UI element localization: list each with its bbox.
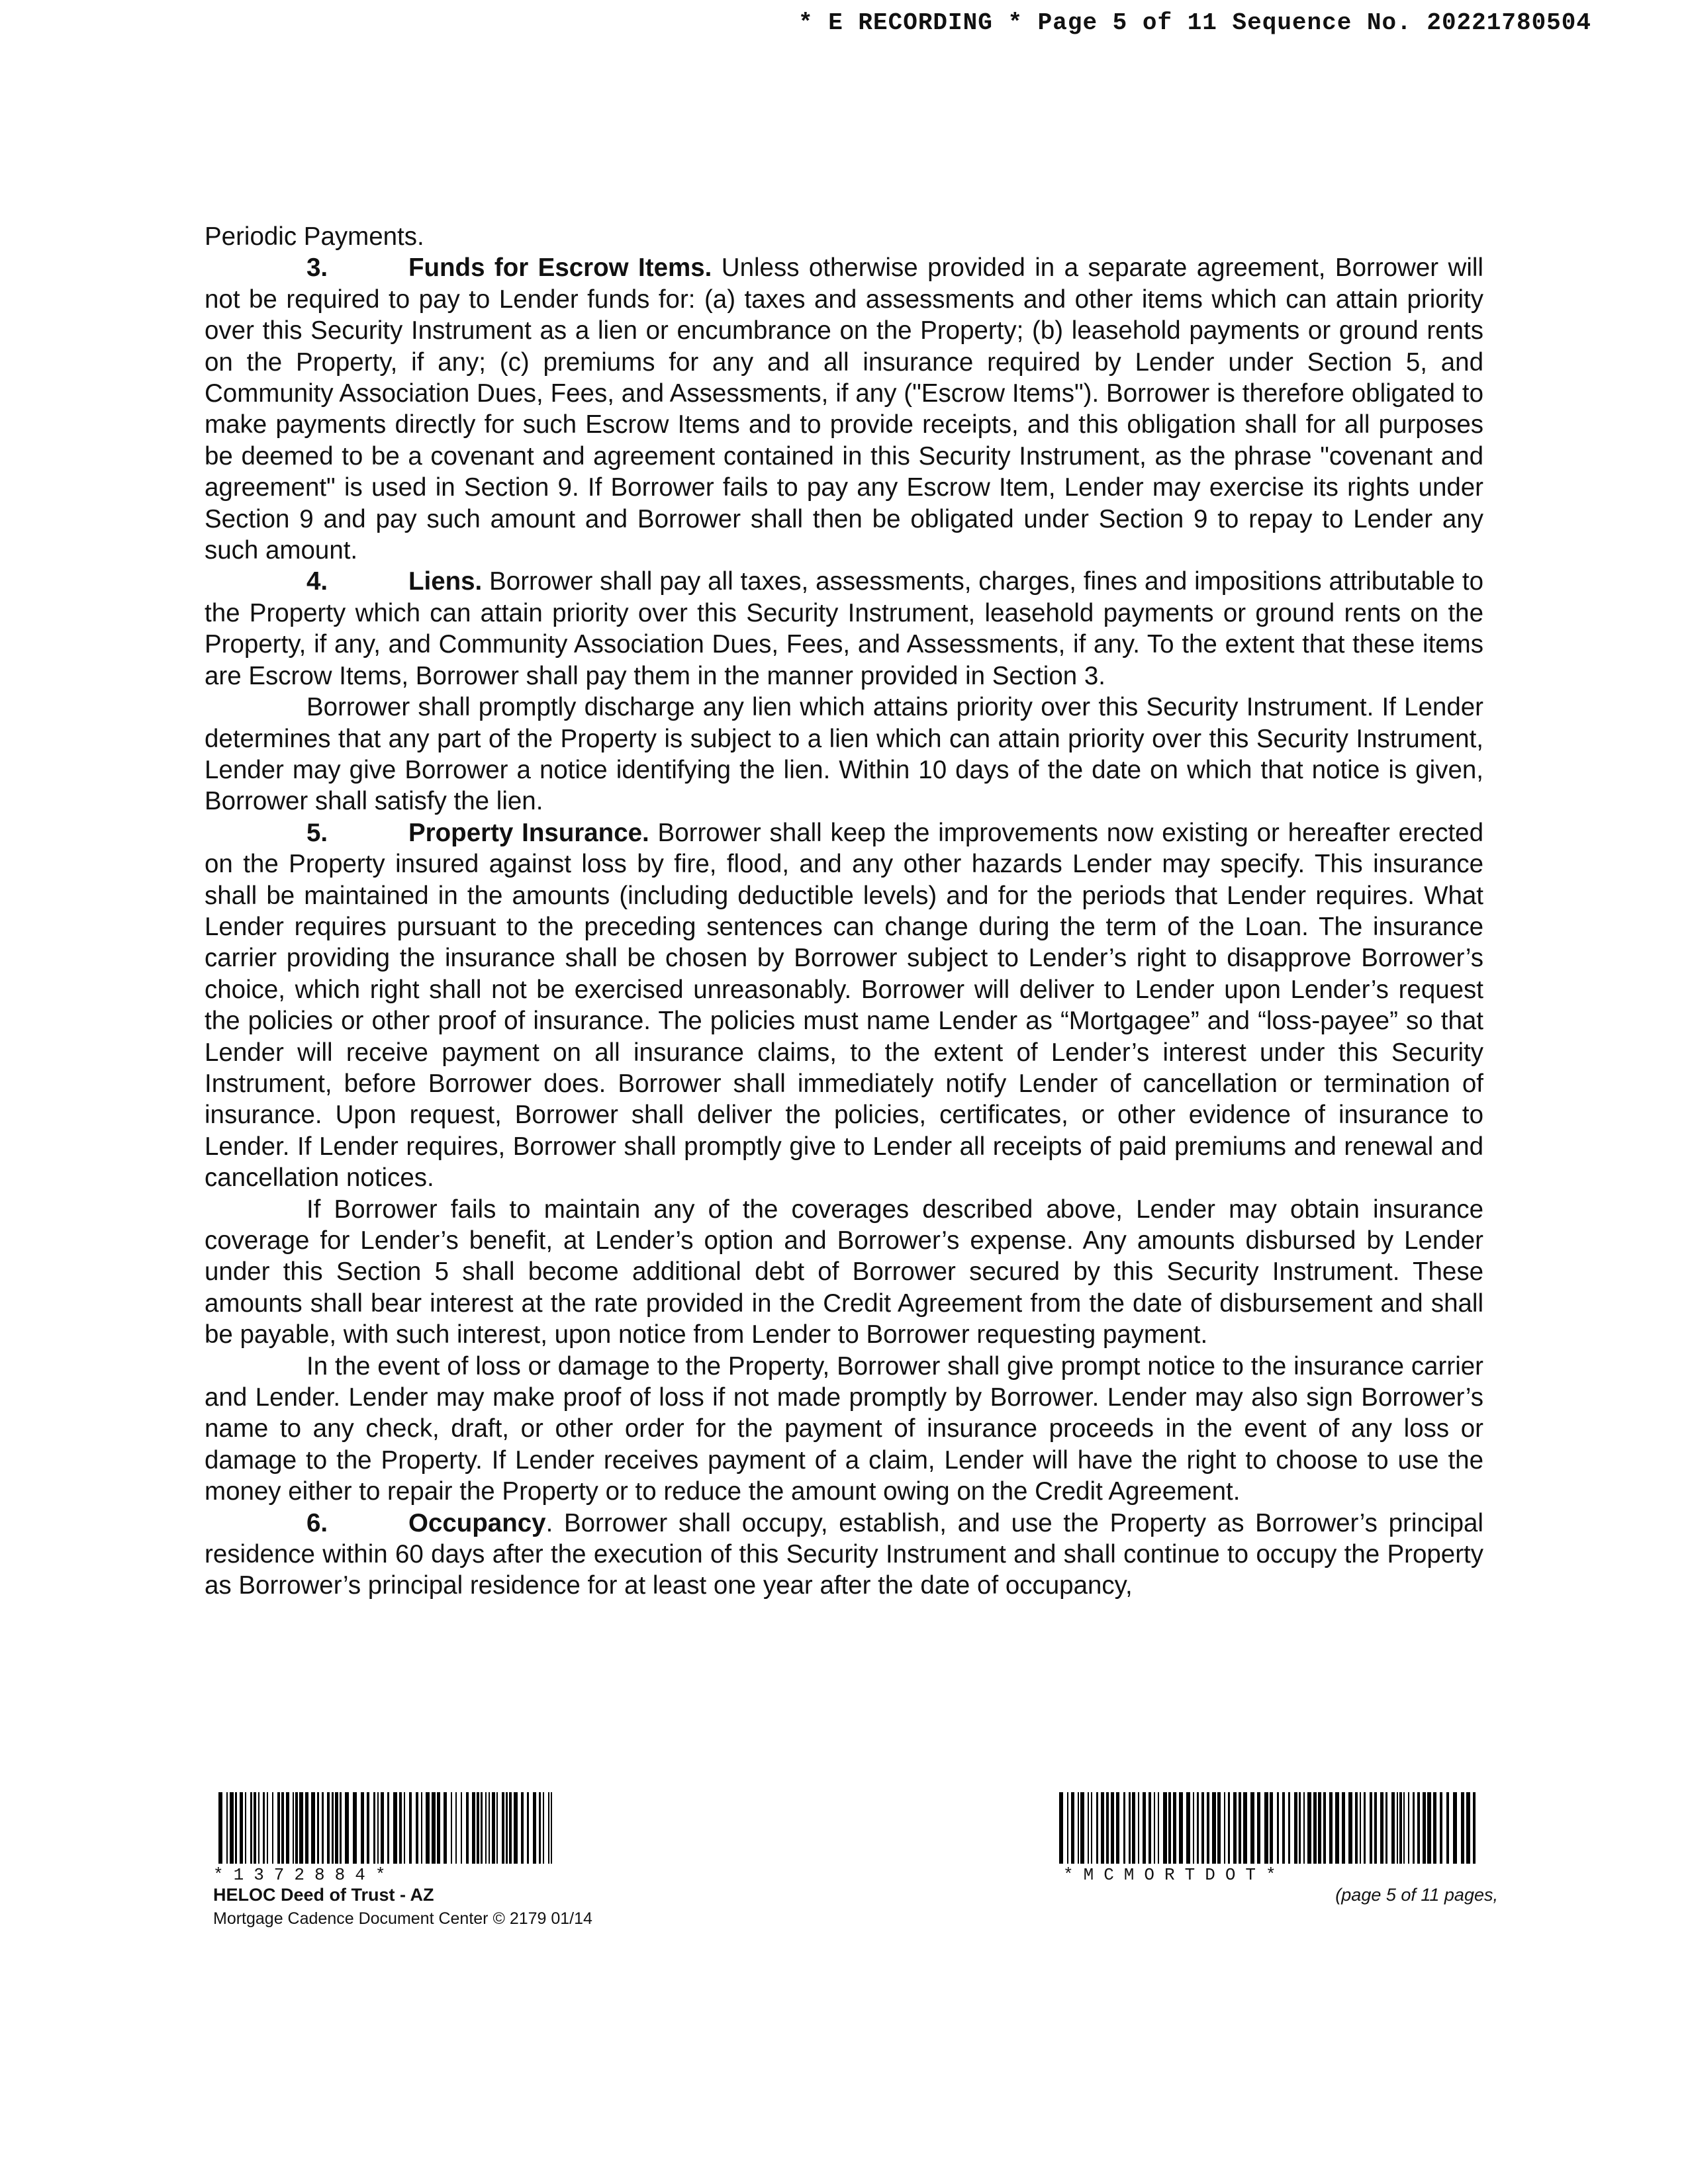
form-title: HELOC Deed of Trust - AZ	[213, 1885, 434, 1905]
section-heading: Occupancy	[408, 1508, 546, 1537]
section-paragraph: Borrower shall promptly discharge any lien which attains priority over this Security Instrument. If Lender determines that any part of the Property is subject to a lien which can attain priority over this Security Instrument, Lender may give Borrower a notice identifying the lien. Within 10 days of the date on which that notice is given, Borrower shall satisfy the lien.	[205, 693, 1483, 816]
barcode-right-bars	[1059, 1792, 1476, 1864]
section-number: 5.	[306, 818, 328, 847]
barcode-left-label: *1372884*	[213, 1865, 396, 1885]
section-paragraph: In the event of loss or damage to the Property, Borrower shall give prompt notice to the insurance carrier and Lender. Lender may make proof of loss if not made promptly by Borrower. Lender may also sign Borrower’s name to any check, draft, or other order for the payment of insurance proceeds in the event of any loss or damage to the Property. If Lender receives payment of a claim, Lender will have the right to choose to use the money either to repair the Property or to reduce the amount owing on the Credit Agreement.	[205, 1351, 1483, 1506]
section-number: 3.	[306, 253, 328, 283]
section-5	[205, 817, 1483, 1194]
section-text: Borrower shall pay all taxes, assessments, charges, fines and impositions attributable to the Property which can attain priority over this Security Instrument, leasehold payments or ground rents on the Property, if any, and Community Association Dues, Fees, and Assessments, if any. To the extent that these items are Escrow Items, Borrower shall pay them in the manner provided in Section 3.	[205, 567, 1483, 690]
section-number: 4.	[306, 567, 328, 596]
intro-line: Periodic Payments.	[205, 222, 424, 251]
section-paragraph: If Borrower fails to maintain any of the coverages described above, Lender may obtain insurance coverage for Lender’s benefit, at Lender’s option and Borrower’s expense. Any amounts disbursed by Lender under this Section 5 shall become additional debt of Borrower secured by this Security Instrument. These amounts shall bear interest at the rate provided in the Credit Agreement from the date of disbursement and shall be payable, with such interest, upon notice from Lender to Borrower requesting payment.	[205, 1195, 1483, 1349]
section-6	[205, 1508, 1483, 1602]
form-source: Mortgage Cadence Document Center © 2179 01/14	[213, 1909, 592, 1928]
section-number: 6.	[306, 1508, 328, 1537]
section-text: Unless otherwise provided in a separate agreement, Borrower will not be required to pay to Lender funds for: (a) taxes and assessments and other items which can attain priority over this Security Instrument as a lien or encumbrance on the Property; (b) leasehold payments or ground rents on the Property, if any; (c) premiums for any and all insurance required by Lender under Section 5, and Community Association Dues, Fees, and Assessments, if any ("Escrow Items"). Borrower is therefore obligated to make payments directly for such Escrow Items and to provide receipts, and this obligation shall for all purposes be deemed to be a covenant and agreement contained in this Security Instrument, as the phrase "covenant and agreement" is used in Section 9. If Borrower fails to pay any Escrow Item, Lender may exercise its rights under Section 9 and pay such amount and Borrower shall then be obligated under Section 9 to repay to Lender any such amount.	[205, 253, 1483, 565]
page-note: (page 5 of 11 pages,	[1335, 1885, 1498, 1905]
section-text: . Borrower shall occupy, establish, and use the Property as Borrower’s principal residence within 60 days after the execution of this Security Instrument and shall continue to occupy the Property as Borrower’s principal residence for at least one year after the date of occupancy,	[205, 1508, 1483, 1600]
barcode-right-label: *MCMORTDOT*	[1063, 1865, 1286, 1885]
barcode-left-bars	[218, 1792, 552, 1864]
recording-header: * E RECORDING * Page 5 of 11 Sequence No. 20221780504	[798, 9, 1591, 36]
barcode-left	[218, 1792, 556, 1864]
section-4	[205, 566, 1483, 692]
document-body	[205, 221, 1483, 1602]
section-text: Borrower shall keep the improvements now existing or hereafter erected on the Property insured against loss by fire, flood, and any other hazards Lender may specify. This insurance shall be maintained in the amounts (including deductible levels) and for the periods that Lender requires. What Lender requires pursuant to the preceding sentences can change during the term of the Loan. The insurance carrier providing the insurance shall be chosen by Borrower subject to Lender’s right to disapprove Borrower’s choice, which right shall not be exercised unreasonably. Borrower will deliver to Lender upon Lender’s request the policies or other proof of insurance. The policies must name Lender as “Mortgagee” and “loss-payee” so that Lender will receive payment on all insurance claims, to the extent of Lender’s interest under this Security Instrument, before Borrower does. Borrower shall immediately notify Lender of cancellation or termination of insurance. Upon request, Borrower shall deliver the policies, certificates, or other evidence of insurance to Lender. If Lender requires, Borrower shall promptly give to Lender all receipts of paid premiums and renewal and cancellation notices.	[205, 818, 1483, 1193]
barcode-right	[1059, 1792, 1479, 1864]
section-heading: Funds for Escrow Items.	[408, 253, 712, 283]
section-3	[205, 252, 1483, 566]
section-heading: Liens.	[408, 567, 483, 596]
section-heading: Property Insurance.	[408, 818, 649, 847]
